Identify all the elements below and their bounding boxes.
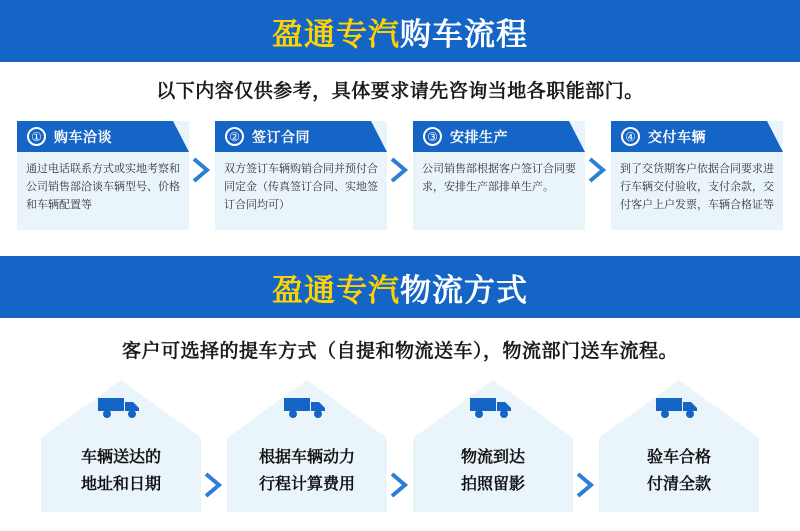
truck-icon [656, 394, 702, 425]
logistics-line-2: 地址和日期 [80, 476, 161, 494]
section2-banner-title [272, 265, 528, 310]
truck-icon [284, 394, 330, 425]
section-divider [0, 230, 800, 256]
logistics-card-body [413, 438, 573, 512]
step-title: 交付车辆 [648, 128, 706, 145]
step-card [611, 121, 783, 230]
logistics-line-1: 验车合格 [646, 449, 711, 466]
section1-banner-rest: 购车流程 [400, 16, 528, 52]
step-header [611, 121, 783, 152]
logistics-line-1: 根据车辆动力 [258, 449, 355, 466]
logistics-line-2: 付清全款 [646, 476, 711, 494]
section1-banner [0, 0, 800, 62]
step-body: 双方签订车辆购销合同并预付合同定金（传真签订合同、实地签订合同均可） [224, 163, 378, 212]
section1-subtitle: 以下内容仅供参考，具体要求请先咨询当地各职能部门。 [156, 81, 644, 102]
chevron-right-icon [573, 380, 599, 498]
chevron-right-icon [201, 380, 227, 498]
section2-banner-highlight: 盈通专汽 [272, 272, 400, 308]
section2-subtitle: 客户可选择的提车方式（自提和物流送车），物流部门送车流程。 [121, 340, 678, 362]
chevron-right-icon [189, 121, 215, 183]
section1-subtitle-wrap [0, 62, 800, 117]
truck-icon [98, 394, 144, 425]
step-card [17, 121, 189, 230]
logistics-line-1: 物流到达 [460, 449, 525, 466]
step-body: 公司销售部根据客户签订合同要求，安排生产部排单生产。 [422, 163, 576, 194]
purchase-steps [0, 117, 800, 230]
logistics-card [599, 380, 759, 512]
logistics-card-body [599, 438, 759, 512]
step-header [215, 121, 387, 152]
logistics-card-top [413, 380, 573, 438]
logistics-card [227, 380, 387, 512]
section1-banner-highlight: 盈通专汽 [272, 16, 400, 52]
logistics-card [413, 380, 573, 512]
step-body: 到了交货期客户依据合同要求进行车辆交付验收，支付余款，交付客户上户发票，车辆合格证等 [620, 163, 774, 212]
logistics-card-top [41, 380, 201, 438]
logistics-card-body [41, 438, 201, 512]
logistics-card-top [599, 380, 759, 438]
chevron-right-icon [585, 121, 611, 183]
chevron-right-icon [387, 121, 413, 183]
section1-banner-title [272, 9, 528, 54]
logistics-line-2: 拍照留影 [460, 476, 525, 494]
logistics-card [41, 380, 201, 512]
chevron-right-icon [387, 380, 413, 498]
step-number-badge: ③ [423, 127, 442, 146]
logistics-card-top [227, 380, 387, 438]
logistics-card-body [227, 438, 387, 512]
step-number-badge: ① [27, 127, 46, 146]
step-number-badge: ④ [621, 127, 640, 146]
logistics-steps [0, 380, 800, 512]
step-number-badge: ② [225, 127, 244, 146]
truck-icon [470, 394, 516, 425]
section2-subtitle-wrap [0, 318, 800, 380]
step-title: 安排生产 [450, 128, 508, 145]
step-header [17, 121, 189, 152]
step-title: 签订合同 [252, 128, 310, 145]
logistics-line-1: 车辆送达的 [80, 449, 161, 466]
section2-banner [0, 256, 800, 318]
section2-banner-rest: 物流方式 [400, 272, 528, 308]
step-header [413, 121, 585, 152]
step-title: 购车洽谈 [54, 128, 112, 145]
step-card [215, 121, 387, 230]
step-card [413, 121, 585, 230]
step-body: 通过电话联系方式或实地考察和公司销售部洽谈车辆型号、价格和车辆配置等 [26, 163, 180, 212]
logistics-line-2: 行程计算费用 [258, 476, 355, 494]
